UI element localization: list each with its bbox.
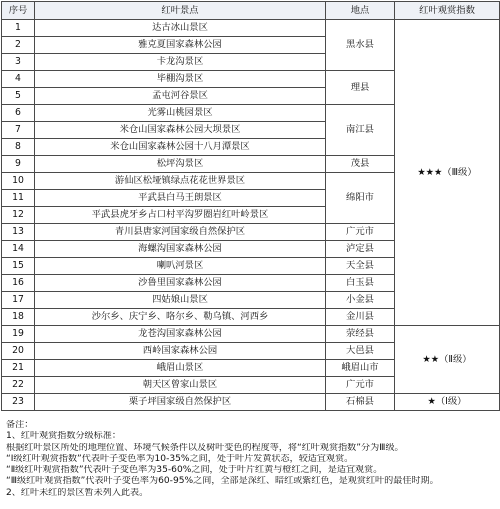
- location-cell: 理县: [326, 71, 395, 105]
- scenic-spot-name: 四姑娘山景区: [35, 292, 326, 309]
- scenic-spot-name: 沙尔乡、庆宁乡、咯尔乡、勒乌镇、河西乡: [35, 309, 326, 326]
- row-number: 2: [2, 37, 35, 54]
- notes-title: 备注：: [6, 420, 34, 430]
- row-number: 10: [2, 173, 35, 190]
- row-number: 8: [2, 139, 35, 156]
- location-cell: 泸定县: [326, 241, 395, 258]
- row-number: 21: [2, 360, 35, 377]
- row-number: 11: [2, 190, 35, 207]
- scenic-spot-name: 雅克夏国家森林公园: [35, 37, 326, 54]
- location-cell: 金川县: [326, 309, 395, 326]
- scenic-spot-name: 米仓山国家森林公园十八月潭景区: [35, 139, 326, 156]
- notes-line: 根据红叶景区所处的地理位置、环境气候条件以及树叶变色的程度等，将“红叶观赏指数”分为Ⅲ级。: [6, 442, 404, 453]
- row-number: 19: [2, 326, 35, 343]
- table-row: [2, 20, 500, 37]
- header-location: 地点: [326, 2, 395, 20]
- scenic-spot-name: 松坪沟景区: [35, 156, 326, 173]
- scenic-spot-name: 青川县唐家河国家级自然保护区: [35, 224, 326, 241]
- scenic-spot-name: 西岭国家森林公园: [35, 343, 326, 360]
- row-number: 4: [2, 71, 35, 88]
- header-index: 红叶观赏指数: [395, 2, 500, 20]
- scenic-spot-name: 平武县白马王朗景区: [35, 190, 326, 207]
- notes-section: [6, 420, 496, 499]
- table-row: [2, 394, 500, 411]
- location-cell: 广元市: [326, 224, 395, 241]
- header-name: 红叶景点: [35, 2, 326, 20]
- location-cell: 荥经县: [326, 326, 395, 343]
- table-row: [2, 326, 500, 343]
- scenic-spot-name: 毕棚沟景区: [35, 71, 326, 88]
- row-number: 22: [2, 377, 35, 394]
- notes-line: “Ⅱ级红叶观赏指数”代表叶子变色率为35-60%之间，处于叶片红黄与橙红之间，是适宜观赏。: [6, 465, 383, 476]
- scenic-spot-name: 光雾山桃园景区: [35, 105, 326, 122]
- location-cell: 天全县: [326, 258, 395, 275]
- scenic-spot-name: 卡龙沟景区: [35, 54, 326, 71]
- notes-line: “Ⅰ级红叶观赏指数”代表叶子变色率为10-35%之间，处于叶片发黄状态，较适宜观赏。: [6, 453, 354, 464]
- scenic-spot-name: 沙鲁里国家森林公园: [35, 275, 326, 292]
- row-number: 14: [2, 241, 35, 258]
- notes-line: 2、红叶未红的景区暂未列入此表。: [6, 487, 149, 498]
- row-number: 6: [2, 105, 35, 122]
- location-cell: 白玉县: [326, 275, 395, 292]
- scenic-spot-name: 峨眉山景区: [35, 360, 326, 377]
- location-cell: 大邑县: [326, 343, 395, 360]
- scenic-spot-name: 龙苍沟国家森林公园: [35, 326, 326, 343]
- table-header-row: [2, 2, 500, 20]
- row-number: 13: [2, 224, 35, 241]
- notes-line: “Ⅲ级红叶观赏指数”代表叶子变色率为60-95%之间，全部是深红、暗红或紫红色，是观赏红叶的最佳时期。: [6, 476, 439, 487]
- row-number: 5: [2, 88, 35, 105]
- rating-level-3: ★★★（Ⅲ级）: [395, 20, 500, 326]
- header-no: 序号: [2, 2, 35, 20]
- location-cell: 小金县: [326, 292, 395, 309]
- row-number: 9: [2, 156, 35, 173]
- scenic-spot-name: 游仙区松垭镇绿点花花世界景区: [35, 173, 326, 190]
- location-cell: 石棉县: [326, 394, 395, 411]
- row-number: 15: [2, 258, 35, 275]
- scenic-spot-name: 孟屯河谷景区: [35, 88, 326, 105]
- scenic-spot-name: 朝天区曾家山景区: [35, 377, 326, 394]
- row-number: 12: [2, 207, 35, 224]
- location-cell: 绵阳市: [326, 173, 395, 224]
- row-number: 20: [2, 343, 35, 360]
- notes-line: 1、红叶观赏指数分级标准：: [6, 431, 121, 442]
- scenic-spot-name: 达古冰山景区: [35, 20, 326, 37]
- scenic-spot-name: 喇叭河景区: [35, 258, 326, 275]
- location-cell: 广元市: [326, 377, 395, 394]
- location-cell: 茂县: [326, 156, 395, 173]
- location-cell: 峨眉山市: [326, 360, 395, 377]
- location-cell: 南江县: [326, 105, 395, 156]
- row-number: 3: [2, 54, 35, 71]
- scenic-spot-name: 平武县虎牙乡占口村平沟罗圈岩红叶岭景区: [35, 207, 326, 224]
- row-number: 16: [2, 275, 35, 292]
- scenic-spot-name: 栗子坪国家级自然保护区: [35, 394, 326, 411]
- scenic-spot-name: 米仓山国家森林公园大坝景区: [35, 122, 326, 139]
- red-leaf-table: [1, 1, 500, 411]
- row-number: 1: [2, 20, 35, 37]
- row-number: 7: [2, 122, 35, 139]
- row-number: 23: [2, 394, 35, 411]
- scenic-spot-name: 海螺沟国家森林公园: [35, 241, 326, 258]
- rating-level-1: ★（Ⅰ级）: [395, 394, 500, 411]
- row-number: 18: [2, 309, 35, 326]
- rating-level-2: ★★（Ⅱ级）: [395, 326, 500, 394]
- row-number: 17: [2, 292, 35, 309]
- location-cell: 黑水县: [326, 20, 395, 71]
